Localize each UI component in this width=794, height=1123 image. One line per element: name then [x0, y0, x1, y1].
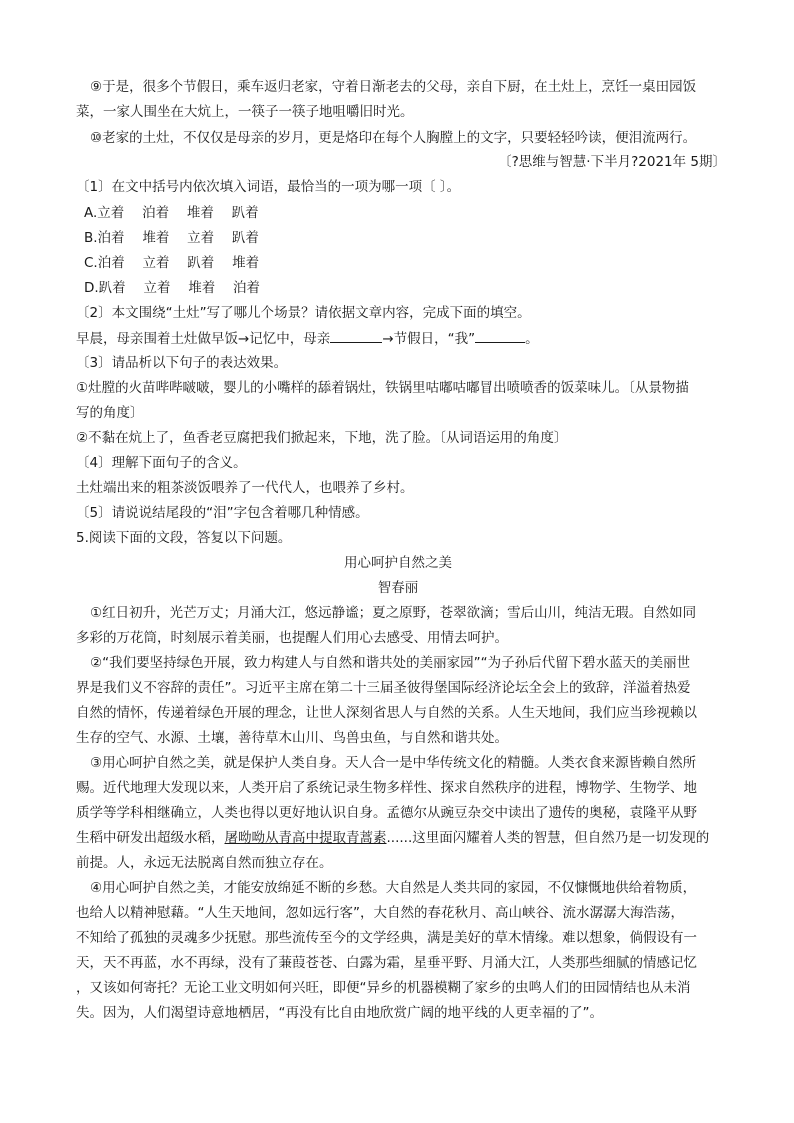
article-p4-line-5: ，又该如何寄托？无论工业文明如何兴旺，即便“异乡的机器模糊了家乡的虫鸣人们的田园情结也从未消 — [76, 980, 691, 996]
question-3-sentence-1-line-2: 写的角度〕 — [76, 405, 144, 421]
article-p3-line-5: 前提。人，永远无法脱离自然而独立存在。 — [76, 855, 333, 871]
source-citation: 〔?思维与智慧·下半月?2021年 5期〕 — [498, 154, 726, 170]
article-p3-line-2: 赐。近代地理大发现以来，人类开启了系统记录生物多样性、探求自然秩序的进程，博物学、生物学、地 — [76, 780, 697, 796]
article-p4-line-4: 天，天不再蓝，水不再绿，没有了蒹葭苍苍、白露为霜，星垂平野、月涌大江，人类那些细腻的情感记忆 — [76, 955, 697, 971]
fill-text-b: →节假日，“我” — [382, 331, 476, 347]
underlined-sentence: 屠呦呦从青高中提取青蒿素 — [224, 830, 387, 846]
reading-5-intro: 5.阅读下面的文段，答复以下问题。 — [76, 530, 292, 546]
article-p4-line-2: 也给人以精神慰藉。“人生天地间，忽如远行客”，大自然的春花秋月、高山峡谷、流水潺潺大海浩荡， — [76, 905, 684, 921]
option-a: A.立着 泊着 堆着 趴着 — [84, 205, 259, 221]
paragraph-10: ⑩老家的土灶，不仅仅是母亲的岁月，更是烙印在每个人胸膛上的文字，只要轻轻吟读，便泪流两行。 — [90, 130, 697, 146]
article-author: 智春丽 — [377, 580, 419, 596]
paragraph-9-line-1: ⑨于是，很多个节假日，乘车返归老家，守着日渐老去的父母，亲自下厨，在土灶上，烹饪一桌田园饭 — [90, 79, 697, 95]
question-4: 〔4〕理解下面句子的含义。 — [76, 455, 247, 471]
article-p1-line-1: ①红日初升，光芒万丈；月涌大江，悠远静谧；夏之原野，苍翠欲滴；雪后山川，纯洁无瑕。自然如同 — [90, 605, 697, 621]
article-p4-line-1: ④用心呵护自然之美，才能安放绵延不断的乡愁。大自然是人类共同的家园，不仅慷慨地供给着物质， — [90, 880, 697, 896]
article-p3-line-3: 质学等学科相继确立，人类也得以更好地认识自身。孟德尔从豌豆杂交中读出了遗传的奥秘，袁隆平从野 — [76, 805, 697, 821]
question-2-fill-line — [76, 328, 539, 349]
article-p2-line-3: 自然的情怀，传递着绿色开展的理念，让世人深刻省思人与自然的关系。人生天地间，我们应当珍视赖以 — [76, 705, 697, 721]
article-p2-line-2: 界是我们义不容辞的责任”。习近平主席在第二十三届圣彼得堡国际经济论坛全会上的致辞，洋溢着热爱 — [76, 680, 691, 696]
article-p2-line-1: ②“我们要坚持绿色开展，致力构建人与自然和谐共处的美丽家园”“为子孙后代留下碧水蓝天的美丽世 — [90, 655, 691, 671]
article-p4-line-3: 不知给了孤独的灵魂多少抚慰。那些流传至今的文学经典，满是美好的草木情缘。难以想象，倘假设有一 — [76, 930, 697, 946]
question-5: 〔5〕请说说结尾段的“泪”字包含着哪几种情感。 — [76, 505, 369, 521]
option-d: D.趴着 立着 堆着 泊着 — [84, 280, 261, 296]
option-b: B.泊着 堆着 立着 趴着 — [84, 230, 259, 246]
article-p3-line-4-start: 生稻中研发出超级水稻， — [76, 830, 225, 846]
answer-blank-2[interactable] — [475, 328, 525, 343]
question-3: 〔3〕请品析以下句子的表达效果。 — [76, 355, 288, 371]
question-2: 〔2〕本文围绕“土灶”写了哪儿个场景？请依据文章内容，完成下面的填空。 — [76, 305, 531, 321]
article-p4-line-6: 失。因为，人们渴望诗意地栖居，“再没有比自由地欣赏广阔的地平线的人更幸福的了”。 — [76, 1005, 603, 1021]
article-title: 用心呵护自然之美 — [344, 555, 452, 571]
paragraph-9-line-2: 菜，一家人围坐在大炕上，一筷子一筷子地咀嚼旧时光。 — [76, 104, 414, 120]
article-p3-line-4-end: ......这里面闪耀着人类的智慧，但自然乃是一切发现的 — [386, 830, 710, 846]
question-4-sentence: 土灶端出来的粗茶淡饭喂养了一代代人，也喂养了乡村。 — [76, 480, 414, 496]
option-c: C.泊着 立着 趴着 堆着 — [84, 255, 260, 271]
question-1: 〔1〕在文中括号内依次填入词语，最恰当的一项为哪一项〔 〕。 — [76, 179, 461, 195]
article-p1-line-2: 多彩的万花筒，时刻展示着美丽，也提醒人们用心去感受、用情去呵护。 — [76, 630, 508, 646]
fill-text-a: 早晨，母亲围着土灶做早饭→记忆中，母亲 — [76, 331, 331, 347]
answer-blank-1[interactable] — [330, 328, 382, 343]
question-3-sentence-2: ②不黏在炕上了，鱼香老豆腐把我们掀起来，下地，洗了脸。〔从词语运用的角度〕 — [76, 430, 568, 446]
article-p2-line-4: 生存的空气、水源、土壤，善待草木山川、鸟兽虫鱼，与自然和谐共处。 — [76, 730, 508, 746]
question-3-sentence-1-line-1: ①灶膛的火苗哔哔啵啵，婴儿的小嘴样的舔着锅灶，铁锅里咕嘟咕嘟冒出喷喷香的饭菜味儿。〔从景物描 — [76, 380, 689, 396]
article-p3-line-4 — [76, 828, 709, 848]
article-p3-line-1: ③用心呵护自然之美，就是保护人类自身。天人合一是中华传统文化的精髓。人类衣食来源皆赖自然所 — [90, 755, 697, 771]
fill-text-c: 。 — [525, 331, 539, 347]
